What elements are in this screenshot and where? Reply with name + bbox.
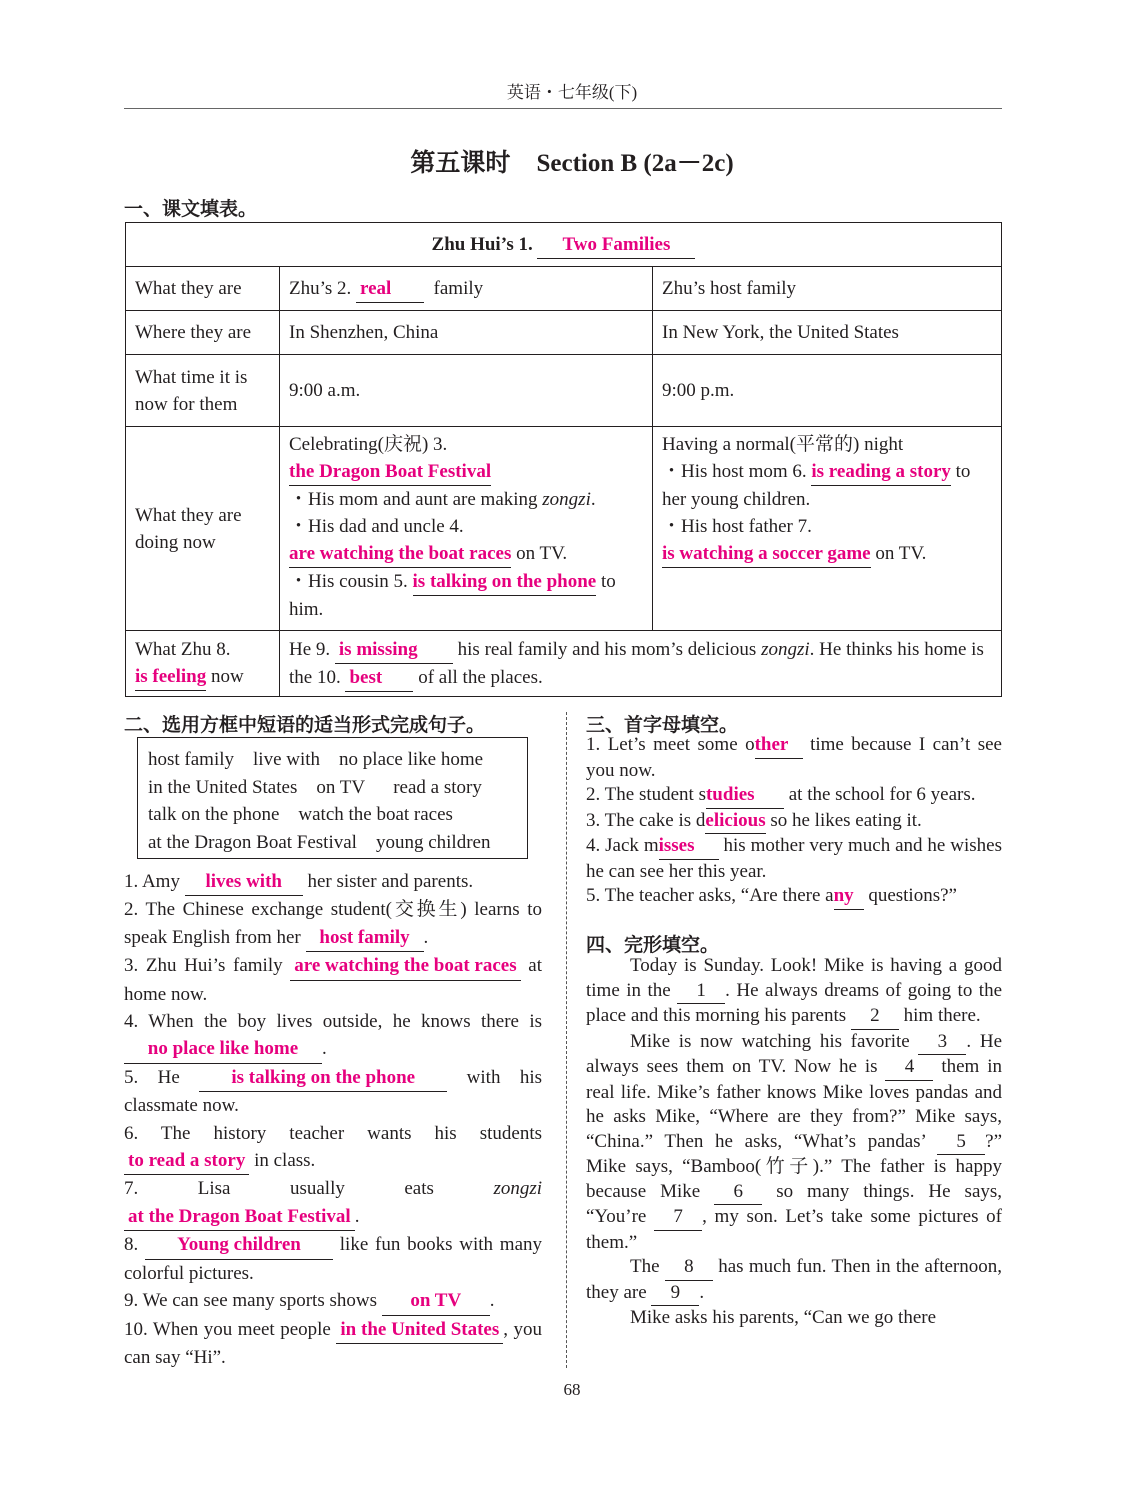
answer: on TV: [382, 1287, 490, 1315]
cloze-passage: [586, 954, 1002, 1331]
table-cell: Having a normal(平常的) night ・His host mom 6. is reading a story to her young children. ・His host father 7. is watching a soccer game on TV.: [653, 427, 1002, 631]
blank-number: 6: [714, 1180, 762, 1206]
question: 5. He is talking on the phone with his classmate now.: [124, 1064, 542, 1120]
answer: no place like home: [124, 1035, 322, 1063]
question: 2. The student studies at the school for 6 years.: [586, 783, 1002, 809]
question: 1. Amy lives with her sister and parents.: [124, 868, 542, 896]
blank-number: 9: [651, 1281, 699, 1307]
answer: is talking on the phone: [199, 1064, 447, 1092]
table-cell: He 9. is missing his real family and his mom’s delicious zongzi. He thinks his home is the 10. best of all the places.: [280, 631, 1002, 697]
answer-4: are watching the boat races: [289, 540, 511, 568]
answer: in the United States: [336, 1316, 503, 1344]
answer: to read a story: [124, 1147, 249, 1175]
blank-number: 3: [918, 1030, 966, 1056]
part3-questions: [586, 733, 1002, 910]
answer-5: is talking on the phone: [413, 568, 597, 596]
answer: elicious: [705, 809, 765, 835]
page-number: 68: [563, 1380, 581, 1399]
table-head: Zhu Hui’s 1. Two Families: [126, 223, 1002, 267]
part2-heading: 二、选用方框中短语的适当形式完成句子。: [124, 714, 486, 736]
answer: at the Dragon Boat Festival: [124, 1203, 355, 1231]
question: 6. The history teacher wants his students to read a story in class.: [124, 1120, 542, 1176]
lesson-title: [0, 143, 1144, 179]
row-label: Where they are: [126, 311, 280, 355]
answer: host family: [306, 924, 424, 952]
text-table: [125, 222, 1002, 697]
row-label: What time it is now for them: [126, 355, 280, 427]
answer: ny: [834, 884, 864, 910]
table-cell: In New York, the United States: [653, 311, 1002, 355]
answer: isses: [659, 834, 719, 860]
part1-heading: 一、课文填表。: [124, 198, 258, 220]
row-label: What they are doing now: [126, 427, 280, 631]
question: 9. We can see many sports shows on TV .: [124, 1287, 542, 1315]
answer: Young children: [145, 1231, 333, 1259]
answer-2: real: [356, 275, 424, 303]
table-cell: In Shenzhen, China: [280, 311, 653, 355]
paragraph: Mike is now watching his favorite 3 . He always sees them on TV. Now he is 4 them in real life. Mike’s father knows Mike loves pandas and he asks Mike, “Where are they from?” Mike says, “China.” Then he asks, “What’s pandas’ 5 ?” Mike says, “Bamboo(竹子).” The father is happy because Mike 6 so many things. He says, “You’re 7 , my son. Let’s take some pictures of them.”: [586, 1030, 1003, 1253]
part2-questions: [124, 868, 542, 1371]
paragraph: The 8 has much fun. Then in the afternoon, they are 9 .: [586, 1255, 1002, 1306]
question: 4. Jack misses his mother very much and he wishes he can see her this year.: [586, 835, 1002, 882]
answer: lives with: [185, 868, 303, 896]
part3-heading: 三、首字母填空。: [586, 714, 739, 736]
question: 10. When you meet people in the United States , you can say “Hi”.: [124, 1316, 542, 1372]
answer: are watching the boat races: [290, 952, 520, 980]
row-label: What Zhu 8. is feeling now: [126, 631, 280, 697]
blank-number: 4: [885, 1055, 933, 1081]
table-cell: 9:00 p.m.: [653, 355, 1002, 427]
answer-10: best: [345, 664, 413, 692]
page-header: 英语・七年级(下): [506, 83, 638, 102]
phrase-line: talk on the phone watch the boat races: [148, 804, 453, 825]
question: 7. Lisa usually eats zongzi at the Dragon Boat Festival .: [124, 1175, 542, 1231]
phrase-box: [137, 737, 528, 859]
question: 5. The teacher asks, “Are there any questions?”: [586, 884, 1002, 910]
answer-1: Two Families: [537, 231, 695, 259]
answer-8: is feeling: [135, 663, 206, 691]
question: 8. Young children like fun books with many colorful pictures.: [124, 1231, 542, 1287]
question: 3. Zhu Hui’s family are watching the boat races at home now.: [124, 952, 542, 1008]
row-label: What they are: [126, 267, 280, 311]
blank-number: 1: [677, 979, 725, 1005]
table-cell: Zhu’s host family: [653, 267, 1002, 311]
table-cell: 9:00 a.m.: [280, 355, 653, 427]
blank-number: 7: [654, 1205, 702, 1231]
blank-number: 5: [937, 1130, 985, 1156]
answer-3: the Dragon Boat Festival: [289, 458, 491, 486]
paragraph: Today is Sunday. Look! Mike is having a good time in the 1 . He always dreams of going to the place and this morning his parents 2 him there.: [586, 954, 1002, 1030]
paragraph: Mike asks his parents, “Can we go there: [630, 1307, 937, 1328]
part4-heading: 四、完形填空。: [586, 934, 720, 956]
answer: ther: [755, 733, 803, 759]
table-cell: Celebrating(庆祝) 3. the Dragon Boat Festival ・His mom and aunt are making zongzi. ・His dad and uncle 4. are watching the boat races on TV. ・His cousin 5. is talking on the phone to him.: [280, 427, 653, 631]
blank-number: 8: [665, 1255, 713, 1281]
header-rule: [124, 108, 1002, 109]
answer: tudies: [706, 783, 784, 809]
column-divider: [566, 712, 567, 1368]
answer-6: is reading a story: [811, 458, 951, 486]
question: 1. Let’s meet some other time because I can’t see you now.: [586, 734, 1002, 781]
phrase-line: host family live with no place like home: [148, 749, 484, 770]
question: 3. The cake is delicious so he likes eating it.: [586, 809, 1002, 835]
title-cn: 第五课时: [410, 148, 511, 177]
answer-7: is watching a soccer game: [662, 540, 871, 568]
title-en: Section B (2a－2c): [536, 150, 734, 177]
question: 4. When the boy lives outside, he knows there is no place like home .: [124, 1008, 542, 1064]
answer-9: is missing: [335, 636, 453, 664]
phrase-line: at the Dragon Boat Festival young children: [148, 831, 491, 853]
blank-number: 2: [851, 1004, 899, 1030]
question: 2. The Chinese exchange student(交换生) learns to speak English from her host family .: [124, 896, 542, 952]
phrase-line: in the United States on TV read a story: [148, 776, 482, 798]
table-cell: Zhu’s 2. real family: [280, 267, 653, 311]
